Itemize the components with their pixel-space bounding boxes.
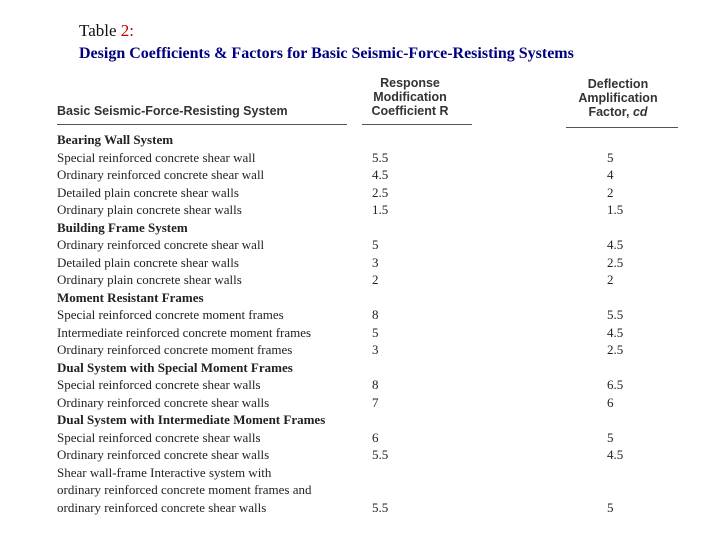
row-cd-value: 2 bbox=[607, 184, 614, 200]
table-group-row bbox=[57, 289, 697, 306]
row-r-value: 5 bbox=[372, 237, 379, 252]
row-label: Bearing Wall System bbox=[57, 132, 174, 147]
table-row bbox=[57, 271, 697, 288]
row-r-value: 7 bbox=[372, 394, 379, 410]
header-r-line1: Response bbox=[380, 76, 440, 90]
header-cd-line2: Amplification bbox=[578, 91, 658, 105]
table-number: 2: bbox=[120, 21, 134, 40]
table-row bbox=[57, 236, 697, 253]
row-r-value: 5.5 bbox=[372, 447, 389, 462]
table-group-row bbox=[57, 359, 697, 376]
row-label: Dual System with Intermediate Moment Frames bbox=[57, 412, 326, 427]
row-label: Special reinforced concrete shear walls bbox=[57, 429, 261, 445]
row-cd-value: 2 bbox=[607, 272, 614, 287]
row-label: Ordinary reinforced concrete shear walls bbox=[57, 394, 270, 410]
table-row bbox=[57, 166, 697, 183]
row-r-value: 8 bbox=[372, 307, 379, 322]
table-title-prefix: Table bbox=[79, 21, 121, 40]
table-row bbox=[57, 149, 697, 166]
header-r-line2: Modification bbox=[373, 90, 447, 104]
row-r-value: 1.5 bbox=[372, 202, 389, 217]
row-label: ordinary reinforced concrete shear walls bbox=[57, 499, 267, 515]
row-label: Ordinary reinforced concrete shear wall bbox=[57, 237, 265, 252]
row-label: Ordinary reinforced concrete shear walls bbox=[57, 447, 270, 462]
row-cd-value: 4 bbox=[607, 167, 614, 182]
row-r-value: 3 bbox=[372, 342, 379, 357]
row-label: Intermediate reinforced concrete moment frames bbox=[57, 324, 312, 340]
header-cd-line3: Factor, bbox=[588, 105, 633, 119]
row-label: Building Frame System bbox=[57, 219, 188, 235]
table-subtitle: Design Coefficients & Factors for Basic Seismic-Force-Resisting Systems bbox=[79, 45, 574, 62]
table-row bbox=[57, 184, 697, 201]
row-r-value: 4.5 bbox=[372, 167, 389, 182]
table-row bbox=[57, 429, 697, 446]
row-label: Special reinforced concrete shear wall bbox=[57, 149, 256, 165]
table-row bbox=[57, 306, 697, 323]
table-row bbox=[57, 394, 697, 411]
row-cd-value: 5 bbox=[607, 429, 614, 445]
table-row bbox=[57, 446, 697, 463]
row-cd-value: 6 bbox=[607, 394, 614, 410]
row-cd-value: 4.5 bbox=[607, 447, 624, 462]
table-row bbox=[57, 499, 697, 516]
table-title bbox=[79, 21, 134, 41]
row-r-value: 2.5 bbox=[372, 184, 389, 200]
header-system: Basic Seismic-Force-Resisting System bbox=[57, 104, 288, 118]
row-cd-value: 5.5 bbox=[607, 307, 624, 322]
table-group-row bbox=[57, 411, 697, 428]
row-label: Shear wall-frame Interactive system with bbox=[57, 464, 272, 480]
table-row bbox=[57, 481, 697, 498]
row-r-value: 2 bbox=[372, 272, 379, 287]
row-label: Special reinforced concrete moment frames bbox=[57, 307, 284, 322]
table-row bbox=[57, 464, 697, 481]
header-deflection-amplification bbox=[566, 77, 670, 119]
row-r-value: 8 bbox=[372, 377, 379, 392]
row-cd-value: 4.5 bbox=[607, 237, 624, 252]
row-cd-value: 5 bbox=[607, 499, 614, 515]
row-label: Special reinforced concrete shear walls bbox=[57, 377, 261, 392]
table-row bbox=[57, 341, 697, 358]
row-label: ordinary reinforced concrete moment frames and bbox=[57, 482, 312, 497]
header-r-line3: Coefficient R bbox=[371, 104, 449, 118]
row-cd-value: 5 bbox=[607, 149, 614, 165]
table-group-row bbox=[57, 219, 697, 236]
row-cd-value: 1.5 bbox=[607, 202, 624, 217]
table-row bbox=[57, 254, 697, 271]
row-label: Ordinary reinforced concrete moment frames bbox=[57, 342, 293, 357]
row-label: Detailed plain concrete shear walls bbox=[57, 254, 239, 270]
row-label: Ordinary plain concrete shear walls bbox=[57, 202, 242, 217]
row-cd-value: 4.5 bbox=[607, 324, 624, 340]
header-response-modification bbox=[362, 76, 458, 118]
row-cd-value: 2.5 bbox=[607, 254, 624, 270]
row-label: Ordinary plain concrete shear walls bbox=[57, 272, 242, 287]
row-r-value: 5.5 bbox=[372, 149, 389, 165]
row-cd-value: 2.5 bbox=[607, 342, 624, 357]
header-divider-cd bbox=[566, 127, 678, 128]
row-r-value: 6 bbox=[372, 429, 379, 445]
table-row bbox=[57, 324, 697, 341]
row-cd-value: 6.5 bbox=[607, 377, 624, 392]
header-cd-symbol: cd bbox=[632, 105, 648, 119]
row-label: Dual System with Special Moment Frames bbox=[57, 359, 293, 375]
row-r-value: 5 bbox=[372, 324, 379, 340]
row-label: Moment Resistant Frames bbox=[57, 289, 204, 305]
table-group-row bbox=[57, 131, 697, 148]
row-label: Detailed plain concrete shear walls bbox=[57, 184, 239, 200]
header-divider-r bbox=[362, 124, 472, 125]
row-r-value: 3 bbox=[372, 254, 379, 270]
table-row bbox=[57, 201, 697, 218]
table-row bbox=[57, 376, 697, 393]
header-cd-line1: Deflection bbox=[587, 77, 649, 91]
row-r-value: 5.5 bbox=[372, 499, 389, 515]
row-label: Ordinary reinforced concrete shear wall bbox=[57, 167, 265, 182]
header-divider-system bbox=[57, 124, 347, 125]
